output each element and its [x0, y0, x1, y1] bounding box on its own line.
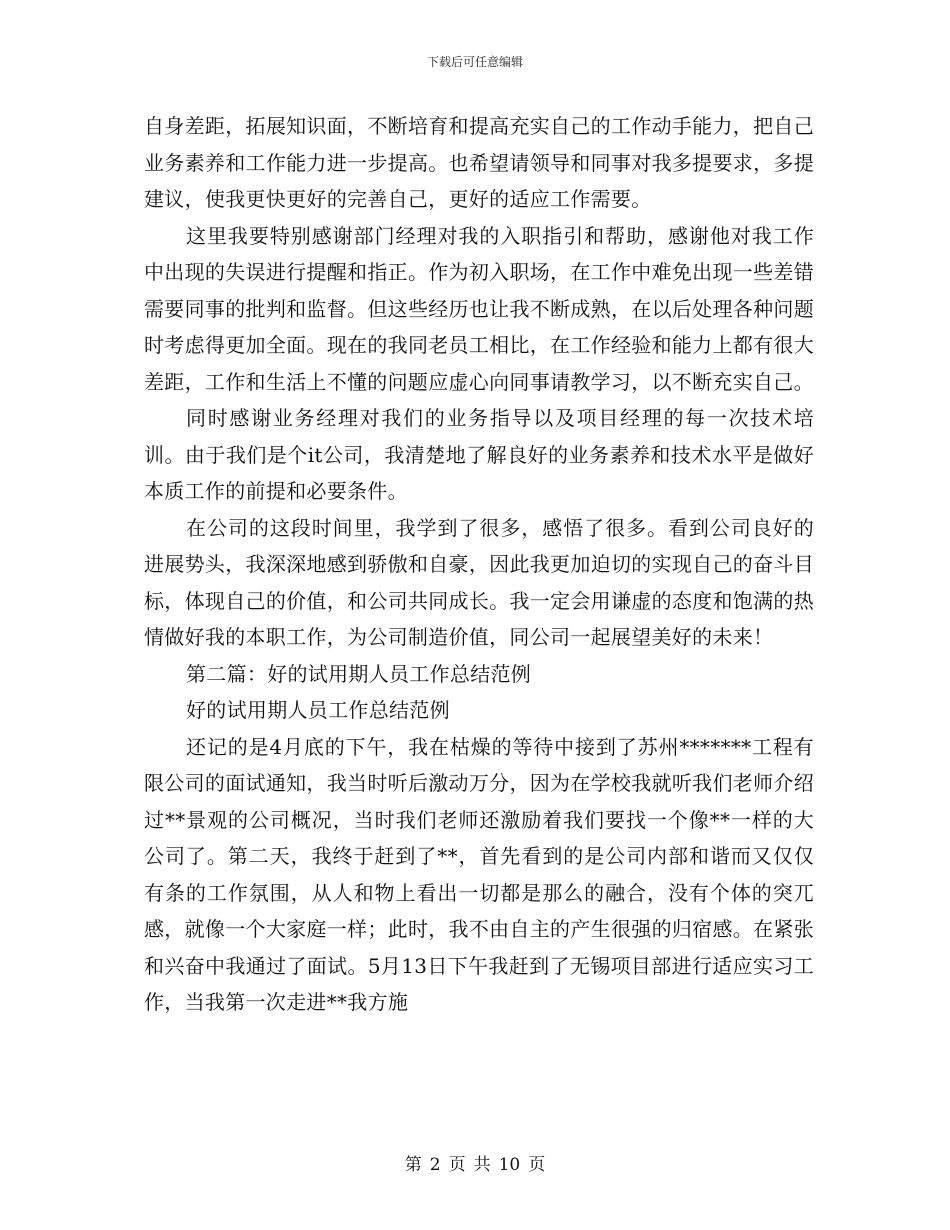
paragraph: 这里我要特别感谢部门经理对我的入职指引和帮助，感谢他对我工作中出现的失误进行提醒和指正。作为初入职场，在工作中难免出现一些差错需要同事的批判和监督。但这些经历也让我不断成熟，在以后处理各种问题时考虑得更加全面。现在的我同老员工相比，在工作经验和能力上都有很大差距，工作和生活上不懂的问题应虚心向同事请教学习，以不断充实自己。: [144, 223, 814, 394]
paragraph: 同时感谢业务经理对我们的业务指导以及项目经理的每一次技术培训。由于我们是个it公司，我清楚地了解良好的业务素养和技术水平是做好本质工作的前提和必要条件。: [144, 406, 814, 503]
footer-total-pages: 10: [498, 1155, 521, 1175]
paragraph: 在公司的这段时间里，我学到了很多，感悟了很多。看到公司良好的进展势头，我深深地感到骄傲和自豪，因此我更加迫切的实现自己的奋斗目标，体现自己的价值，和公司共同成长。我一定会用谦虚的态度和饱满的热情做好我的本职工作，为公司制造价值，同公司一起展望美好的未来！: [144, 515, 814, 649]
page-footer: [0, 1154, 950, 1176]
footer-label-total: 共: [473, 1155, 491, 1175]
section-subtitle: 好的试用期人员工作总结范例: [186, 698, 450, 722]
footer-label-page: 第: [404, 1155, 422, 1175]
footer-current-page: 2: [429, 1155, 441, 1175]
footer-label-total-unit: 页: [528, 1155, 546, 1175]
document-body: [144, 108, 814, 1021]
paragraph: 自身差距，拓展知识面，不断培育和提高充实自己的工作动手能力，把自己业务素养和工作能力进一步提高。也希望请领导和同事对我多提要求，多提建议，使我更快更好的完善自己，更好的适应工作需要。: [144, 114, 814, 211]
section-title: 第二篇：好的试用期人员工作总结范例: [186, 661, 532, 686]
page-header-note: 下载后可任意编辑: [426, 55, 523, 69]
footer-label-page-unit: 页: [448, 1155, 466, 1175]
paragraph: 还记的是4月底的下午，我在枯燥的等待中接到了苏州*******工程有限公司的面试通知，我当时听后激动万分，因为在学校我就听我们老师介绍过**景观的公司概况，当时我们老师还激励着我们要找一个像**一样的大公司了。第二天，我终于赶到了**，首先看到的是公司内部和谐而又仅仅有条的工作氛围，从人和物上看出一切都是那么的融合，没有个体的突兀感，就像一个大家庭一样；此时，我不由自主的产生很强的归宿感。在紧张和兴奋中我通过了面试。5月13日下午我赶到了无锡项目部进行适应实习工作，当我第一次走进**我方施: [144, 734, 814, 1014]
